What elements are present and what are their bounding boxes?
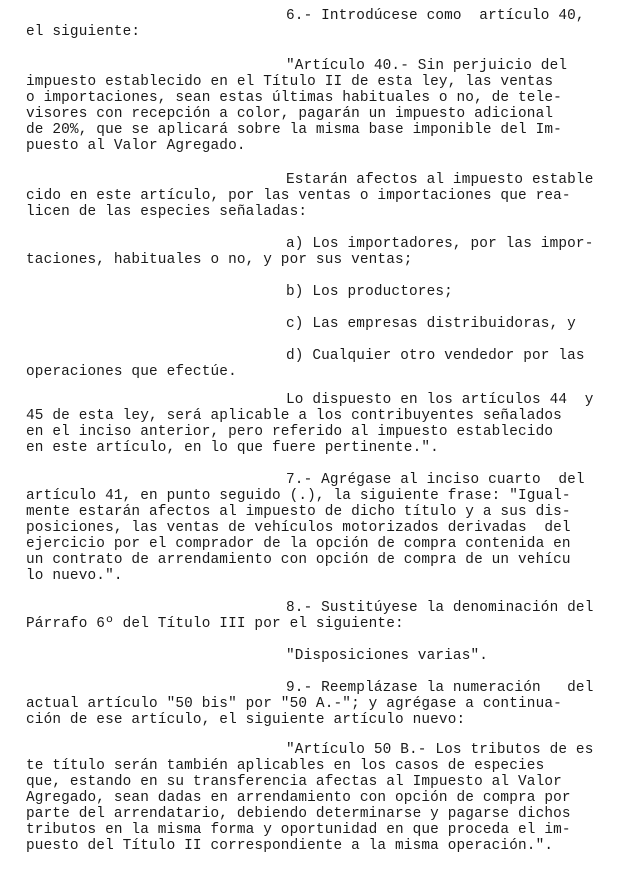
text-line: el siguiente: [26,24,141,40]
text-line: tributos en la misma forma y oportunidad en que proceda el im- [26,822,571,838]
text-line: c) Las empresas distribuidoras, y [286,316,576,332]
text-line: Agregado, sean dadas en arrendamiento con opción de compra por [26,790,571,806]
text-line: ejercicio por el comprador de la opción de compra contenida en [26,536,571,552]
text-line: "Artículo 50 B.- Los tributos de es [286,742,594,758]
text-line: operaciones que efectúe. [26,364,237,380]
text-line: Lo dispuesto en los artículos 44 y [286,392,594,408]
text-line: 45 de esta ley, será aplicable a los contribuyentes señalados [26,408,562,424]
text-line: d) Cualquier otro vendedor por las [286,348,585,364]
text-line: impuesto establecido en el Título II de esta ley, las ventas [26,74,554,90]
text-line: mente estarán afectos al impuesto de dicho título y a sus dis- [26,504,571,520]
text-line: "Disposiciones varias". [286,648,489,664]
text-line: o importaciones, sean estas últimas habituales o no, de tele- [26,90,562,106]
text-line: lo nuevo.". [26,568,123,584]
text-line: 8.- Sustitúyese la denominación del [286,600,594,616]
text-line: puesto del Título II correspondiente a la misma operación.". [26,838,554,854]
text-line: posiciones, las ventas de vehículos motorizados derivadas del [26,520,571,536]
text-line: Párrafo 6º del Título III por el siguiente: [26,616,404,632]
text-line: puesto al Valor Agregado. [26,138,246,154]
text-line: visores con recepción a color, pagarán un impuesto adicional [26,106,554,122]
text-line: "Artículo 40.- Sin perjuicio del [286,58,568,74]
text-line: b) Los productores; [286,284,453,300]
text-line: en el inciso anterior, pero referido al impuesto establecido [26,424,554,440]
text-line: un contrato de arrendamiento con opción de compra de un vehícu [26,552,571,568]
text-line: parte del arrendatario, debiendo determinarse y pagarse dichos [26,806,571,822]
text-line: taciones, habituales o no, y por sus ventas; [26,252,413,268]
text-line: artículo 41, en punto seguido (.), la siguiente frase: "Igual- [26,488,571,504]
text-line: 7.- Agrégase al inciso cuarto del [286,472,585,488]
text-line: Estarán afectos al impuesto estable [286,172,594,188]
text-line: 6.- Introdúcese como artículo 40, [286,8,585,24]
text-line: a) Los importadores, por las impor- [286,236,594,252]
text-line: en este artículo, en lo que fuere pertinente.". [26,440,439,456]
text-line: 9.- Reemplázase la numeración del [286,680,594,696]
text-line: cido en este artículo, por las ventas o importaciones que rea- [26,188,571,204]
text-line: licen de las especies señaladas: [26,204,308,220]
text-line: actual artículo "50 bis" por "50 A.-"; y agrégase a continua- [26,696,562,712]
text-line: que, estando en su transferencia afectas al Impuesto al Valor [26,774,562,790]
text-line: de 20%, que se aplicará sobre la misma base imponible del Im- [26,122,562,138]
text-line: te título serán también aplicables en los casos de especies [26,758,545,774]
text-line: ción de ese artículo, el siguiente artículo nuevo: [26,712,466,728]
